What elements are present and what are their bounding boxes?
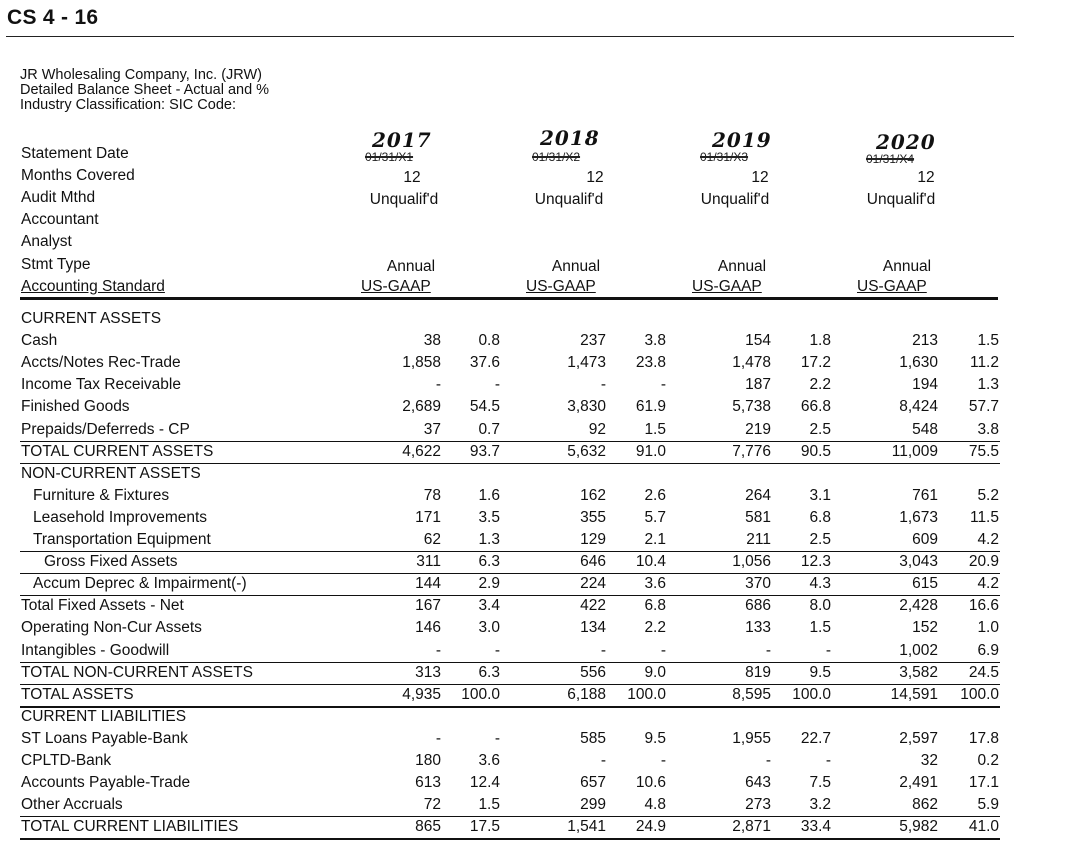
percent-cell: 3.0 bbox=[478, 619, 500, 637]
percent-cell: 0.7 bbox=[478, 420, 500, 438]
amount-cell: 273 bbox=[745, 796, 771, 814]
accountant-label: Accountant bbox=[21, 211, 99, 228]
year-2019: 2019 bbox=[712, 128, 772, 152]
amount-cell: 313 bbox=[415, 663, 441, 681]
row-label: CURRENT LIABILITIES bbox=[21, 707, 187, 725]
amount-cell: 299 bbox=[580, 796, 606, 814]
row-label: Cash bbox=[21, 332, 58, 350]
amount-cell: 556 bbox=[580, 663, 606, 681]
row-label: TOTAL ASSETS bbox=[21, 685, 134, 703]
total-current-liabilities-row bbox=[0, 818, 1073, 840]
amount-cell: 1,955 bbox=[732, 729, 771, 747]
amount-cell: 37 bbox=[423, 420, 441, 438]
amount-cell: 2,428 bbox=[899, 597, 938, 615]
amount-cell: 2,871 bbox=[732, 818, 771, 836]
amount-cell: 2,491 bbox=[899, 774, 938, 792]
amount-cell: 213 bbox=[912, 332, 938, 350]
amount-cell: 133 bbox=[745, 619, 771, 637]
percent-cell: 1.3 bbox=[977, 376, 999, 394]
percent-cell: 41.0 bbox=[968, 818, 999, 836]
row-label: Finished Goods bbox=[21, 398, 130, 416]
percent-cell: 100.0 bbox=[627, 685, 666, 703]
row-label: CPLTD-Bank bbox=[21, 752, 112, 769]
amount-cell: 264 bbox=[745, 486, 771, 504]
percent-cell: 91.0 bbox=[635, 442, 666, 460]
amount-cell: 11,009 bbox=[891, 442, 938, 460]
other-accruals-row bbox=[0, 796, 1073, 818]
stmt-type-label: Stmt Type bbox=[21, 256, 91, 273]
percent-cell: 1.0 bbox=[977, 619, 999, 637]
percent-cell: 0.8 bbox=[478, 332, 500, 350]
row-label: Gross Fixed Assets bbox=[44, 553, 178, 571]
percent-cell: 2.9 bbox=[478, 575, 500, 593]
accounting-standard-label: Accounting Standard bbox=[21, 278, 165, 295]
percent-cell: - bbox=[494, 641, 500, 659]
percent-cell: 3.4 bbox=[478, 597, 500, 615]
percent-cell: 2.6 bbox=[644, 486, 666, 504]
amount-cell: 5,632 bbox=[567, 442, 606, 460]
amount-cell: 1,473 bbox=[567, 354, 606, 372]
amount-cell: 14,591 bbox=[890, 685, 938, 703]
accounts-payable-row bbox=[0, 774, 1073, 796]
percent-cell: - bbox=[825, 752, 831, 769]
amount-cell: 609 bbox=[912, 531, 938, 548]
percent-cell: 2.1 bbox=[644, 531, 666, 548]
row-label: Accounts Payable-Trade bbox=[21, 774, 191, 792]
percent-cell: 3.6 bbox=[478, 752, 500, 769]
amount-cell: - bbox=[765, 752, 771, 769]
percent-cell: 6.8 bbox=[809, 508, 831, 526]
amount-cell: 92 bbox=[588, 420, 606, 438]
amount-cell: 1,002 bbox=[899, 641, 938, 659]
struck-date-2: 01/31/X2 bbox=[532, 150, 581, 164]
accts-rec-row bbox=[0, 354, 1073, 376]
percent-cell: 1.8 bbox=[809, 332, 831, 350]
percent-cell: 33.4 bbox=[800, 818, 831, 836]
row-label: CURRENT ASSETS bbox=[21, 310, 162, 327]
year-2018: 2018 bbox=[540, 126, 600, 150]
amount-cell: 761 bbox=[912, 486, 938, 504]
amount-cell: 1,478 bbox=[732, 354, 771, 372]
amount-cell: 1,056 bbox=[732, 553, 771, 571]
percent-cell: 5.9 bbox=[977, 796, 999, 814]
amount-cell: 194 bbox=[912, 376, 938, 394]
total-current-assets-row bbox=[0, 443, 1073, 465]
gross-fixed-assets-row bbox=[0, 553, 1073, 575]
percent-cell: 5.7 bbox=[644, 508, 666, 526]
non-current-assets-heading bbox=[0, 465, 1073, 487]
percent-cell: 66.8 bbox=[800, 398, 831, 416]
struck-date-1: 01/31/X1 bbox=[365, 150, 414, 164]
percent-cell: 9.5 bbox=[809, 663, 831, 681]
total-fixed-assets-net-row bbox=[0, 597, 1073, 619]
percent-cell: 17.2 bbox=[800, 354, 831, 372]
amount-cell: - bbox=[435, 729, 441, 747]
percent-cell: 7.5 bbox=[809, 774, 831, 792]
amount-cell: 5,982 bbox=[899, 818, 938, 836]
percent-cell: 100.0 bbox=[960, 685, 999, 703]
percent-cell: 4.2 bbox=[977, 531, 999, 548]
row-label: Total Fixed Assets - Net bbox=[21, 597, 184, 615]
percent-cell: 3.5 bbox=[478, 508, 500, 526]
amount-cell: 1,673 bbox=[899, 508, 938, 526]
company-info bbox=[20, 68, 269, 113]
row-divider bbox=[20, 816, 1000, 817]
amount-cell: 187 bbox=[745, 376, 771, 394]
amount-cell: 355 bbox=[580, 508, 606, 526]
percent-cell: 100.0 bbox=[461, 685, 500, 703]
amount-cell: 32 bbox=[920, 752, 938, 769]
amount-cell: 422 bbox=[580, 597, 606, 615]
amount-cell: - bbox=[600, 376, 606, 394]
amount-cell: 865 bbox=[415, 818, 441, 836]
amount-cell: 585 bbox=[580, 729, 606, 747]
percent-cell: 75.5 bbox=[968, 442, 999, 460]
finished-goods-row bbox=[0, 398, 1073, 420]
amount-cell: - bbox=[765, 641, 771, 659]
amount-cell: 180 bbox=[415, 752, 441, 769]
amount-cell: 646 bbox=[580, 553, 606, 571]
amount-cell: 72 bbox=[423, 796, 441, 814]
percent-cell: 8.0 bbox=[809, 597, 831, 615]
amount-cell: 152 bbox=[912, 619, 938, 637]
row-divider bbox=[20, 662, 1000, 663]
year-2017: 2017 bbox=[372, 128, 432, 152]
percent-cell: 11.5 bbox=[969, 508, 999, 526]
amount-cell: 171 bbox=[415, 508, 441, 526]
audit-value: Unqualif'd bbox=[866, 191, 936, 208]
cpltd-row bbox=[0, 752, 1073, 774]
operating-non-cur-row bbox=[0, 619, 1073, 641]
amount-cell: 7,776 bbox=[732, 442, 771, 460]
amount-cell: - bbox=[435, 641, 441, 659]
row-label: Furniture & Fixtures bbox=[33, 486, 170, 504]
percent-cell: 17.1 bbox=[968, 774, 999, 792]
percent-cell: - bbox=[660, 376, 666, 394]
amount-cell: 1,541 bbox=[567, 818, 606, 836]
percent-cell: 1.5 bbox=[809, 619, 831, 637]
amount-cell: 146 bbox=[415, 619, 441, 637]
percent-cell: 0.2 bbox=[977, 752, 999, 769]
amount-cell: 548 bbox=[912, 420, 938, 438]
amount-cell: 581 bbox=[745, 508, 771, 526]
percent-cell: 1.5 bbox=[977, 332, 999, 350]
amount-cell: 129 bbox=[580, 531, 606, 548]
percent-cell: 2.2 bbox=[644, 619, 666, 637]
amount-cell: 62 bbox=[423, 531, 441, 548]
furniture-row bbox=[0, 487, 1073, 509]
total-assets-row bbox=[0, 686, 1073, 708]
amount-cell: 134 bbox=[580, 619, 606, 637]
percent-cell: 2.5 bbox=[809, 531, 831, 548]
percent-cell: 10.4 bbox=[635, 553, 666, 571]
percent-cell: 54.5 bbox=[469, 398, 500, 416]
current-assets-heading bbox=[0, 310, 1073, 332]
percent-cell: 20.9 bbox=[968, 553, 999, 571]
row-divider bbox=[20, 573, 1000, 574]
st-loans-row bbox=[0, 730, 1073, 752]
percent-cell: 61.9 bbox=[635, 398, 666, 416]
row-label: Operating Non-Cur Assets bbox=[21, 619, 202, 637]
standard-value: US-GAAP bbox=[361, 278, 431, 295]
transportation-row bbox=[0, 531, 1073, 553]
percent-cell: 9.5 bbox=[644, 729, 666, 747]
amount-cell: 615 bbox=[912, 575, 938, 593]
percent-cell: 6.8 bbox=[644, 597, 666, 615]
row-divider bbox=[20, 838, 1000, 840]
stmt-type-value: Annual bbox=[551, 258, 601, 275]
percent-cell: 10.6 bbox=[635, 774, 666, 792]
percent-cell: 1.3 bbox=[478, 531, 500, 548]
percent-cell: 4.3 bbox=[809, 575, 831, 593]
percent-cell: 12.4 bbox=[469, 774, 500, 792]
row-divider bbox=[20, 551, 1000, 552]
months-value: 12 bbox=[586, 169, 604, 186]
percent-cell: - bbox=[825, 641, 831, 659]
row-label: Other Accruals bbox=[21, 796, 123, 814]
percent-cell: 12.3 bbox=[800, 553, 831, 571]
percent-cell: 6.9 bbox=[977, 641, 999, 659]
amount-cell: 1,858 bbox=[402, 354, 441, 372]
percent-cell: 57.7 bbox=[968, 398, 999, 416]
percent-cell: - bbox=[494, 729, 500, 747]
amount-cell: 657 bbox=[580, 774, 606, 792]
struck-date-4: 01/31/X4 bbox=[866, 152, 915, 166]
amount-cell: 224 bbox=[580, 575, 606, 593]
percent-cell: 6.3 bbox=[478, 553, 500, 571]
amount-cell: 1,630 bbox=[899, 354, 938, 372]
stmt-type-value: Annual bbox=[717, 258, 767, 275]
row-divider bbox=[20, 463, 1000, 464]
amount-cell: 167 bbox=[415, 597, 441, 615]
percent-cell: 5.2 bbox=[977, 486, 999, 504]
amount-cell: 237 bbox=[580, 332, 606, 350]
row-label: TOTAL NON-CURRENT ASSETS bbox=[21, 663, 253, 681]
amount-cell: 613 bbox=[415, 774, 441, 792]
percent-cell: - bbox=[660, 752, 666, 769]
amount-cell: 154 bbox=[745, 332, 771, 350]
months-value: 12 bbox=[751, 169, 769, 186]
months-value: 12 bbox=[917, 169, 935, 186]
amount-cell: 370 bbox=[745, 575, 771, 593]
percent-cell: 90.5 bbox=[800, 442, 831, 460]
company-name: JR Wholesaling Company, Inc. (JRW) bbox=[20, 67, 263, 83]
row-divider bbox=[20, 684, 1000, 685]
header-divider bbox=[6, 36, 1014, 37]
percent-cell: 93.7 bbox=[469, 442, 500, 460]
audit-value: Unqualif'd bbox=[369, 191, 439, 208]
row-label: TOTAL CURRENT ASSETS bbox=[21, 442, 214, 460]
percent-cell: 22.7 bbox=[800, 729, 831, 747]
percent-cell: 2.2 bbox=[809, 376, 831, 394]
accum-deprec-row bbox=[0, 575, 1073, 597]
percent-cell: 3.8 bbox=[977, 420, 999, 438]
statement-date-label: Statement Date bbox=[21, 145, 129, 162]
amount-cell: 8,595 bbox=[732, 685, 771, 703]
amount-cell: 211 bbox=[746, 531, 771, 548]
percent-cell: 1.5 bbox=[644, 420, 666, 438]
audit-method-label: Audit Mthd bbox=[21, 189, 96, 206]
row-label: ST Loans Payable-Bank bbox=[21, 729, 188, 747]
months-value: 12 bbox=[403, 169, 421, 186]
percent-cell: 3.2 bbox=[809, 796, 831, 814]
row-label: Accum Deprec & Impairment(-) bbox=[33, 575, 247, 593]
row-label: NON-CURRENT ASSETS bbox=[21, 464, 201, 482]
standard-value: US-GAAP bbox=[857, 278, 927, 295]
struck-date-3: 01/31/X3 bbox=[700, 150, 749, 164]
percent-cell: - bbox=[494, 376, 500, 394]
amount-cell: 38 bbox=[423, 332, 441, 350]
stmt-type-value: Annual bbox=[882, 258, 932, 275]
amount-cell: 78 bbox=[423, 486, 441, 504]
amount-cell: 819 bbox=[745, 663, 771, 681]
percent-cell: - bbox=[660, 641, 666, 659]
year-2020: 2020 bbox=[876, 130, 936, 154]
percent-cell: 1.5 bbox=[478, 796, 500, 814]
percent-cell: 24.5 bbox=[968, 663, 999, 681]
analyst-label: Analyst bbox=[21, 233, 72, 250]
percent-cell: 1.6 bbox=[478, 486, 500, 504]
row-label: Leasehold Improvements bbox=[33, 508, 208, 526]
row-label: Prepaids/Deferreds - CP bbox=[21, 420, 190, 438]
percent-cell: 4.8 bbox=[644, 796, 666, 814]
percent-cell: 4.2 bbox=[977, 575, 999, 593]
standard-value: US-GAAP bbox=[692, 278, 762, 295]
percent-cell: 24.9 bbox=[635, 818, 666, 836]
amount-cell: 219 bbox=[745, 420, 771, 438]
amount-cell: 643 bbox=[745, 774, 771, 792]
percent-cell: 37.6 bbox=[469, 354, 500, 372]
cash-row bbox=[0, 332, 1073, 354]
prepaids-row bbox=[0, 421, 1073, 443]
row-label: Accts/Notes Rec-Trade bbox=[21, 354, 181, 372]
amount-cell: 686 bbox=[745, 597, 771, 615]
row-label: Intangibles - Goodwill bbox=[21, 641, 170, 659]
percent-cell: 100.0 bbox=[792, 685, 831, 703]
amount-cell: 144 bbox=[415, 575, 441, 593]
percent-cell: 23.8 bbox=[635, 354, 666, 372]
percent-cell: 3.6 bbox=[644, 575, 666, 593]
amount-cell: 311 bbox=[416, 553, 441, 571]
total-non-current-assets-row bbox=[0, 664, 1073, 686]
header-rule-thick bbox=[20, 297, 998, 300]
percent-cell: 17.8 bbox=[968, 729, 999, 747]
percent-cell: 17.5 bbox=[469, 818, 500, 836]
amount-cell: 4,622 bbox=[402, 442, 441, 460]
percent-cell: 9.0 bbox=[644, 663, 666, 681]
amount-cell: 2,689 bbox=[402, 398, 441, 416]
percent-cell: 6.3 bbox=[478, 663, 500, 681]
current-liabilities-heading bbox=[0, 708, 1073, 730]
audit-value: Unqualif'd bbox=[534, 191, 604, 208]
amount-cell: 162 bbox=[580, 486, 606, 504]
percent-cell: 3.1 bbox=[809, 486, 831, 504]
leasehold-row bbox=[0, 509, 1073, 531]
income-tax-rec-row bbox=[0, 376, 1073, 398]
percent-cell: 11.2 bbox=[969, 354, 999, 372]
row-label: Transportation Equipment bbox=[33, 531, 211, 548]
row-label: TOTAL CURRENT LIABILITIES bbox=[21, 818, 239, 836]
row-divider bbox=[20, 441, 1000, 442]
percent-cell: 2.5 bbox=[809, 420, 831, 438]
amount-cell: 5,738 bbox=[732, 398, 771, 416]
intangibles-goodwill-row bbox=[0, 642, 1073, 664]
amount-cell: 8,424 bbox=[899, 398, 938, 416]
amount-cell: 3,582 bbox=[899, 663, 938, 681]
standard-value: US-GAAP bbox=[526, 278, 596, 295]
audit-value: Unqualif'd bbox=[700, 191, 770, 208]
row-label: Income Tax Receivable bbox=[21, 376, 181, 394]
amount-cell: 4,935 bbox=[402, 685, 441, 703]
months-covered-label: Months Covered bbox=[21, 167, 135, 184]
amount-cell: 862 bbox=[912, 796, 938, 814]
row-divider bbox=[20, 595, 1000, 596]
percent-cell: 3.8 bbox=[644, 332, 666, 350]
amount-cell: 3,043 bbox=[899, 553, 938, 571]
percent-cell: 16.6 bbox=[968, 597, 999, 615]
amount-cell: - bbox=[600, 641, 606, 659]
amount-cell: - bbox=[600, 752, 606, 769]
amount-cell: 6,188 bbox=[567, 685, 606, 703]
amount-cell: - bbox=[435, 376, 441, 394]
industry-classification: Industry Classification: SIC Code: bbox=[20, 97, 236, 113]
stmt-type-value: Annual bbox=[386, 258, 436, 275]
page-title: CS 4 - 16 bbox=[7, 6, 99, 29]
amount-cell: 2,597 bbox=[899, 729, 938, 747]
statement-title: Detailed Balance Sheet - Actual and % bbox=[20, 82, 270, 98]
amount-cell: 3,830 bbox=[567, 398, 606, 416]
